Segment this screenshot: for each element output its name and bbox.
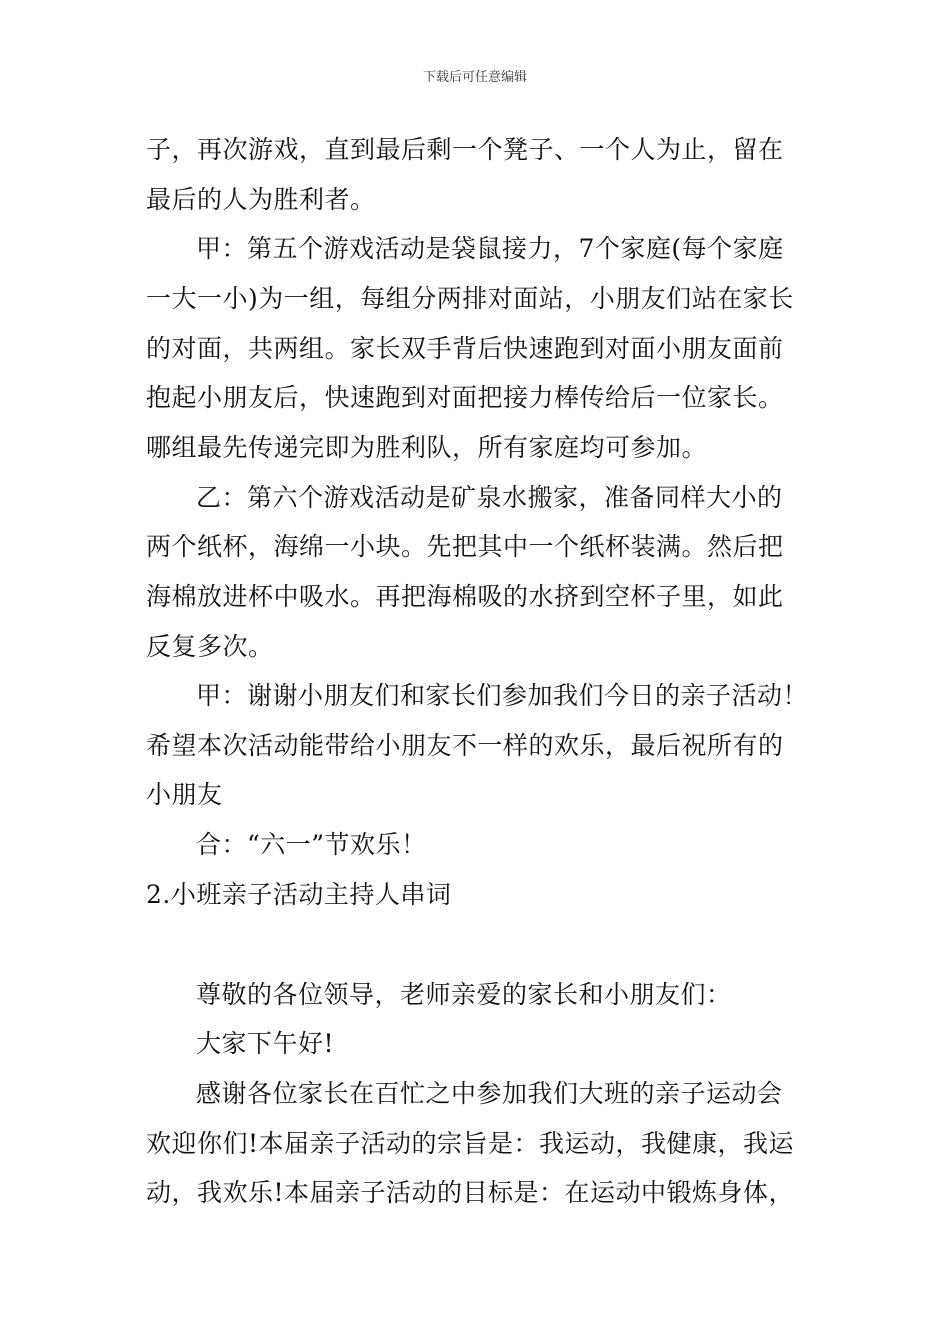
text-line: 两个纸杯，海绵一小块。先把其中一个纸杯装满。然后把 [146, 532, 784, 561]
text-line: 一大一小)为一组，每组分两排对面站，小朋友们站在家长 [146, 284, 794, 313]
text-line: 欢迎你们!本届亲子活动的宗旨是：我运动，我健康，我运 [146, 1129, 795, 1158]
text-line: 感谢各位家长在百忙之中参加我们大班的亲子运动会 [196, 1079, 783, 1108]
text-line: 希望本次活动能带给小朋友不一样的欢乐，最后祝所有的 [146, 731, 784, 760]
section-heading: 2.小班亲子活动主持人串词 [146, 880, 452, 909]
text-line: 海棉放进杯中吸水。再把海棉吸的水挤到空杯子里，如此 [146, 582, 784, 611]
text-line: 乙：第六个游戏活动是矿泉水搬家，准备同样大小的 [196, 483, 783, 512]
text-line: 的对面，共两组。家长双手背后快速跑到对面小朋友面前 [146, 334, 784, 363]
text-line: 尊敬的各位领导，老师亲爱的家长和小朋友们： [196, 980, 732, 1009]
text-line: 甲：第五个游戏活动是袋鼠接力，7个家庭(每个家庭 [196, 234, 784, 263]
text-line: 哪组最先传递完即为胜利队，所有家庭均可参加。 [146, 433, 708, 462]
text-line: 甲：谢谢小朋友们和家长们参加我们今日的亲子活动！ [196, 681, 809, 710]
text-line: 动，我欢乐!本届亲子活动的目标是：在运动中锻炼身体， [146, 1178, 795, 1207]
text-line: 小朋友 [146, 780, 223, 809]
text-line: 反复多次。 [146, 632, 274, 661]
text-line: 大家下午好! [196, 1029, 335, 1058]
text-line: 抱起小朋友后，快速跑到对面把接力棒传给后一位家长。 [146, 383, 784, 412]
text-line: 合：“六一”节欢乐！ [196, 830, 427, 859]
text-line: 子，再次游戏，直到最后剩一个凳子、一个人为止，留在 [146, 135, 784, 164]
page-header: 下载后可任意编辑 [422, 70, 527, 85]
text-line: 最后的人为胜利者。 [146, 185, 376, 214]
